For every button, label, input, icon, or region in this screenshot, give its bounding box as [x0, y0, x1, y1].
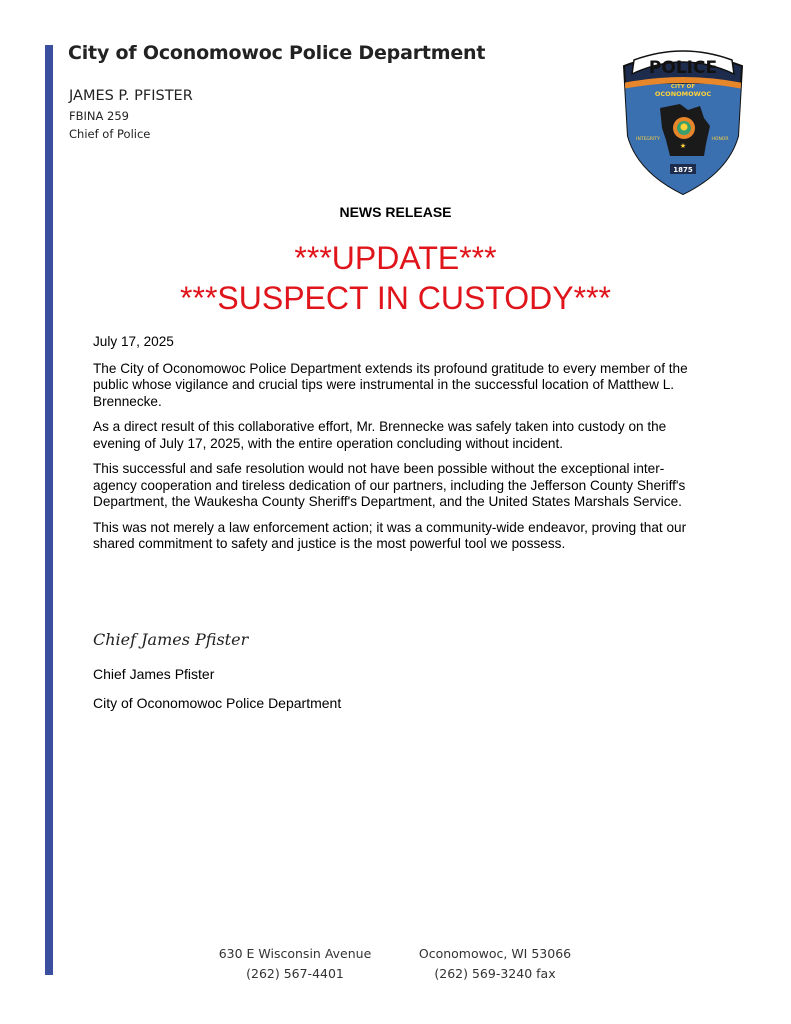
handwritten-signature: Chief James Pfister — [93, 630, 249, 649]
footer-city-state-zip: Oconomowoc, WI 53066 — [418, 946, 572, 961]
footer-fax: (262) 569-3240 fax — [434, 966, 556, 981]
badge-city-name: OCONOMOWOC — [654, 90, 712, 98]
footer-address-block — [205, 944, 385, 984]
badge-top-text: POLICE — [648, 58, 718, 78]
police-badge-logo — [618, 44, 748, 196]
release-body — [93, 334, 699, 562]
body-paragraph: The City of Oconomowoc Police Department extends its profound gratitude to every member of the public whose vigilance and crucial tips were instrumental in the successful location of Matthew L. Brennecke. — [93, 360, 688, 409]
letterhead-chief-name: JAMES P. PFISTER — [69, 88, 193, 104]
body-paragraph: This was not merely a law enforcement action; it was a community-wide endeavor, proving that our shared commitment to safety and justice is the most powerful tool we possess. — [93, 519, 687, 551]
body-paragraph: This successful and safe resolution would not have been possible without the exceptional inter-agency cooperation and tireless dedication of our partners, including the Jefferson County Sheriff's Department, the Waukesha County Sheriff's Department, and the United States Marshals Service. — [93, 461, 686, 509]
letterhead-credential: FBINA 259 — [69, 109, 129, 123]
badge-right-text: HONOR — [711, 137, 729, 142]
footer-address: 630 E Wisconsin Avenue — [218, 946, 372, 961]
news-release-label: NEWS RELEASE — [339, 204, 452, 220]
badge-star-icon: ★ — [679, 143, 687, 150]
footer-phone: (262) 567-4401 — [246, 966, 344, 981]
badge-left-text: INTEGRITY — [636, 137, 660, 142]
headline-update: ***UPDATE*** — [294, 240, 497, 276]
badge-city-label: CITY OF — [670, 84, 696, 90]
letterhead-department: City of Oconomowoc Police Department — [68, 42, 486, 64]
badge-year: 1875 — [673, 166, 693, 174]
letterhead-side-bar — [45, 45, 53, 975]
signature-name: Chief James Pfister — [93, 666, 215, 682]
release-date: July 17, 2025 — [93, 334, 174, 349]
headline-suspect-in-custody: ***SUSPECT IN CUSTODY*** — [180, 280, 611, 316]
letterhead-chief-title: Chief of Police — [69, 127, 151, 141]
body-paragraph: As a direct result of this collaborative effort, Mr. Brennecke was safely taken into custody on the evening of July 17, 2025, with the entire operation concluding without incident. — [93, 419, 667, 451]
signature-department: City of Oconomowoc Police Department — [93, 695, 342, 711]
footer-city-block — [405, 944, 585, 984]
